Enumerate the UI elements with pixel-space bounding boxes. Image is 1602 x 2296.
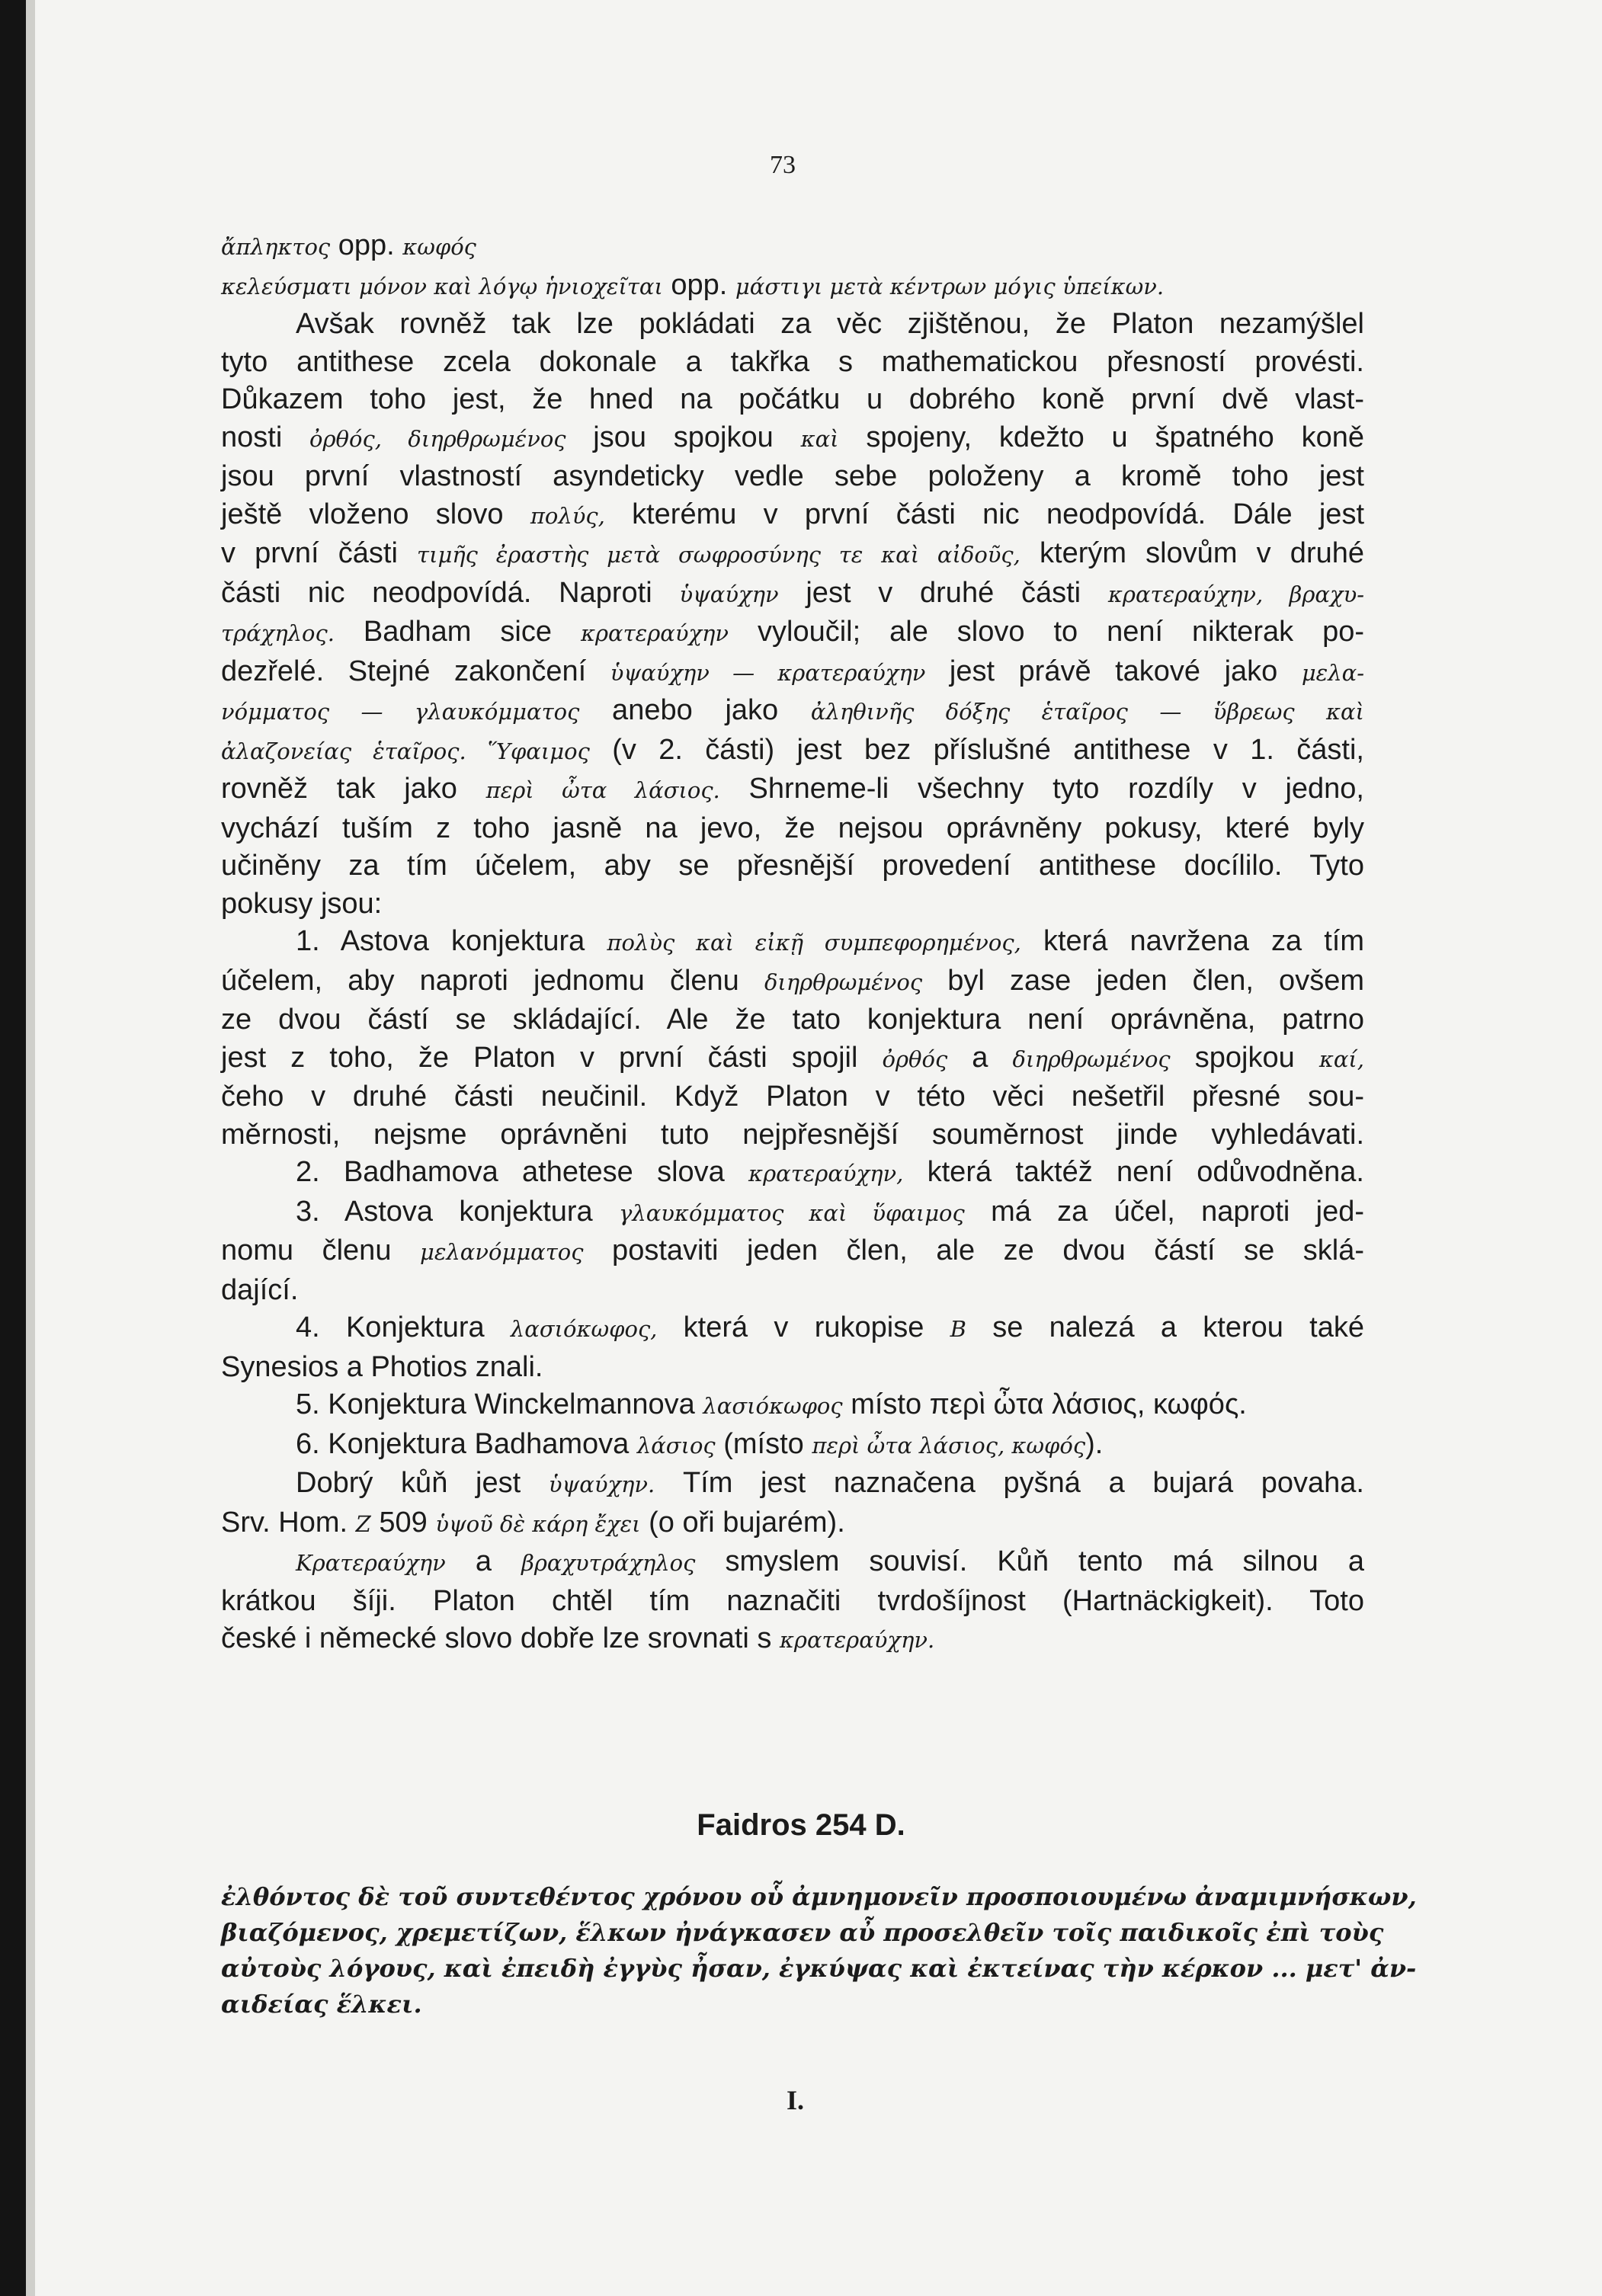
text-line <box>221 1001 1364 1039</box>
text-run: spojkou <box>1170 1041 1319 1074</box>
text-line <box>221 458 1364 496</box>
text-line <box>221 847 1364 885</box>
text-run: pokusy jsou: <box>221 887 383 920</box>
greek-phrase: κρατεραύχην. <box>779 1627 935 1653</box>
text-run: a <box>947 1041 1013 1074</box>
text-run: (v 2. části) jest bez příslušné antithese v 1. části, <box>589 733 1364 766</box>
text-line <box>221 1272 1364 1310</box>
text-run: dající. <box>221 1273 299 1306</box>
greek-phrase: ὀρθός, διηρθρωμένος <box>309 425 566 452</box>
text-run: české i německé slovo dobře lze srovnati s <box>221 1622 780 1654</box>
binding-gutter <box>26 0 35 2296</box>
greek-phrase: ὑψαύχην — κρατεραύχην <box>610 659 926 686</box>
text-line <box>221 535 1364 575</box>
text-run: která v rukopise <box>657 1311 950 1343</box>
text-run: ještě vloženo slovo <box>221 498 530 530</box>
section-number: I. <box>787 2085 805 2115</box>
text-run: v první části <box>221 537 418 569</box>
text-line <box>221 692 1364 732</box>
text-run: části nic neodpovídá. Naproti <box>221 576 680 609</box>
text-run: Badham sice <box>334 616 581 648</box>
text-run: ze dvou částí se skládající. Ale že tato konjektura není oprávněna, patrno <box>221 1004 1364 1036</box>
greek-phrase: μάστιγι μετὰ κέντρων μόγις ὑπείκων. <box>735 273 1165 299</box>
text-run: kterému v první části nic neodpovídá. Dále jest <box>604 498 1364 530</box>
greek-phrase: Z <box>355 1510 371 1537</box>
text-run: smyslem souvisí. Kůň tento má silnou a <box>695 1545 1365 1577</box>
greek-phrase: περὶ ὦτα λάσιος, κωφός <box>812 1432 1086 1459</box>
text-line <box>221 1309 1364 1349</box>
text-line <box>221 1543 1364 1583</box>
greek-phrase: λάσιος <box>636 1432 716 1459</box>
text-run: anebo jako <box>579 694 811 726</box>
text-run: 4. Konjektura <box>296 1311 511 1343</box>
text-run: 1. Astova konjektura <box>296 925 607 957</box>
text-run: postaviti jeden člen, ale ze dvou částí se sklá- <box>583 1234 1364 1266</box>
greek-phrase: ἀληθινῆς δόξης ἑταῖρος — ὕβρεως καὶ <box>810 699 1364 725</box>
greek-phrase: τιμῆς ἐραστὴς μετὰ σωφροσύνης τε καὶ αἰδοῦς, <box>417 542 1020 568</box>
text-run: Synesios a Photios znali. <box>221 1350 543 1383</box>
text-line <box>221 810 1364 848</box>
text-line <box>221 962 1364 1002</box>
text-run: která navržena za tím <box>1020 925 1364 957</box>
text-run: byl zase jeden člen, ovšem <box>922 964 1364 997</box>
text-line <box>221 381 1364 419</box>
greek-phrase: περὶ ὦτα λάσιος. <box>485 777 720 803</box>
text-line <box>221 1465 1364 1504</box>
text-line <box>221 653 1364 693</box>
text-run: rovněž tak jako <box>221 773 486 805</box>
text-run: která taktéž není odůvodněna. <box>903 1156 1364 1188</box>
greek-phrase: B <box>950 1316 966 1342</box>
section-title: Faidros 254 D. <box>697 1808 905 1842</box>
greek-phrase: Κρατεραύχην <box>296 1550 446 1576</box>
text-line <box>221 1426 1364 1465</box>
greek-phrase: διηρθρωμένος <box>1012 1046 1171 1072</box>
text-run: vychází tuším z toho jasně na jevo, že nejsou oprávněny pokusy, které byly <box>221 812 1364 844</box>
text-run: Shrneme-li všechny tyto rozdíly v jedno, <box>719 773 1364 805</box>
text-run: měrnosti, nejsme oprávněni tuto nejpřesnější souměrnost jinde vyhledávati. <box>221 1118 1364 1151</box>
text-run: Dobrý kůň jest <box>296 1467 549 1499</box>
text-line <box>221 575 1364 614</box>
text-run: (o oři bujarém). <box>640 1506 845 1539</box>
text-run: čeho v druhé části neučinil. Když Platon v této věci nešetřil přesné sou- <box>221 1081 1364 1113</box>
greek-phrase: ἄπληκτος <box>221 234 331 260</box>
text-run: nomu členu <box>221 1234 421 1266</box>
greek-phrase: καί, <box>1318 1046 1365 1072</box>
greek-quote <box>221 1879 1417 2022</box>
text-run: jsou první vlastností asyndeticky vedle sebe položeny a kromě toho jest <box>221 460 1364 492</box>
text-run: 5. Konjektura Winckelmannova <box>296 1388 703 1420</box>
text-run: má za účel, naproti jed- <box>964 1195 1365 1228</box>
greek-phrase: διηρθρωμένος <box>764 969 923 995</box>
text-run: 3. Astova konjektura <box>296 1195 619 1228</box>
text-run: tyto antithese zcela dokonale a takřka s mathematickou přesností provésti. <box>221 345 1364 378</box>
text-line <box>221 1349 1364 1387</box>
text-line <box>221 496 1364 536</box>
text-run: a <box>445 1545 522 1577</box>
greek-quote-line: βιαζόμενος, χρεμετίζων, ἕλκων ἠνάγκασεν αὖ προσελθεῖν τοῖς παιδικοῖς ἐπὶ τοὺς <box>221 1918 1384 1947</box>
text-line <box>221 1116 1364 1154</box>
page-number: 73 <box>770 151 796 179</box>
text-line <box>221 770 1364 810</box>
greek-phrase: πολύς, <box>530 502 605 529</box>
text-run: nosti <box>221 421 310 453</box>
greek-phrase: βραχυτράχηλος <box>521 1550 696 1576</box>
greek-phrase: ἀλαζονείας ἑταῖρος. Ὕφαιμος <box>221 738 590 764</box>
text-run: 509 <box>370 1506 436 1539</box>
text-run: Důkazem toho jest, že hned na počátku u dobrého koně první dvě vlast- <box>221 383 1364 415</box>
text-run: místo <box>842 1388 930 1420</box>
text-run: Srv. Hom. <box>221 1506 356 1539</box>
text-run: spojeny, kdežto u špatného koně <box>838 421 1364 453</box>
greek-phrase: κελεύσματι μόνον καὶ λόγῳ ἡνιοχεῖται <box>221 273 663 299</box>
text-run: krátkou šíji. Platon chtěl tím naznačiti tvrdošíjnost (Hartnäckigkeit). Toto <box>221 1584 1364 1617</box>
text-run: ). <box>1085 1427 1104 1460</box>
text-line <box>221 306 1364 344</box>
text-line <box>221 613 1364 653</box>
text-run: učiněny za tím účelem, aby se přesnější provedení antithese docílilo. Tyto <box>221 850 1364 882</box>
greek-phrase: λασιόκωφος <box>703 1393 843 1419</box>
text-run: opp. <box>662 268 735 301</box>
greek-phrase: ὑψαύχην <box>679 581 779 607</box>
greek-phrase: λασιόκωφος, <box>510 1316 658 1342</box>
text-run: jest v druhé části <box>778 576 1108 609</box>
text-line <box>221 1078 1364 1116</box>
greek-quote-line: αὐτοὺς λόγους, καὶ ἐπειδὴ ἐγγὺς ἦσαν, ἐγκύψας καὶ ἐκτείνας τὴν κέρκον ... μετ' ἀν- <box>221 1954 1417 1983</box>
text-run: 2. Badhamova athetese slova <box>296 1156 749 1188</box>
binding-edge <box>0 0 26 2296</box>
text-line <box>221 1583 1364 1621</box>
text-line <box>221 1039 1364 1079</box>
body-text <box>221 227 1364 1660</box>
greek-phrase: ὑψοῦ δὲ κάρη ἔχει <box>435 1510 641 1537</box>
greek-phrase: καὶ <box>800 425 839 452</box>
greek-phrase: τράχηλος. <box>221 620 335 646</box>
text-run: Avšak rovněž tak lze pokládati za věc zjištěnou, že Platon nezamýšlel <box>296 308 1364 340</box>
text-run: dezřelé. Stejné zakončení <box>221 655 610 687</box>
text-line <box>221 227 1364 267</box>
greek-phrase: ὀρθός <box>882 1046 948 1072</box>
greek-phrase: νόμματος — γλαυκόμματος <box>221 699 580 725</box>
greek-phrase: πολὺς καὶ εἰκῇ συμπεφορημένος, <box>607 930 1021 956</box>
text-run: 6. Konjektura Badhamova <box>296 1427 637 1460</box>
text-run: jsou spojkou <box>566 421 801 453</box>
text-line <box>221 267 1364 306</box>
text-run: περὶ ὦτα λάσιος, κωφός. <box>929 1388 1247 1420</box>
text-line <box>221 885 1364 924</box>
text-line <box>221 732 1364 771</box>
text-run: Tím jest naznačena pyšná a bujará povaha. <box>655 1467 1364 1499</box>
text-run: se nalezá a kterou také <box>966 1311 1364 1343</box>
text-run: jest z toho, že Platon v první části spojil <box>221 1041 883 1074</box>
text-run: jest právě takové jako <box>925 655 1302 687</box>
greek-quote-line: αιδείας ἕλκει. <box>221 1990 422 2019</box>
text-line <box>221 1386 1364 1426</box>
text-run: účelem, aby naproti jednomu členu <box>221 964 764 997</box>
greek-phrase: κρατεραύχην <box>580 620 729 646</box>
greek-phrase: γλαυκόμματος καὶ ὕφαιμος <box>619 1199 965 1226</box>
text-line <box>221 1154 1364 1193</box>
greek-phrase: κρατεραύχην, <box>748 1161 904 1186</box>
text-line <box>221 1232 1364 1272</box>
text-run: kterým slovům v druhé <box>1020 537 1365 569</box>
greek-quote-line: ἐλθόντος δὲ τοῦ συντεθέντος χρόνου οὗ ἀμνημονεῖν προσποιουμένω ἀναμιμνήσκων, <box>221 1882 1417 1911</box>
text-run: vyloučil; ale slovo to není nikterak po- <box>729 616 1364 648</box>
text-run: opp. <box>330 229 403 261</box>
text-line <box>221 344 1364 382</box>
greek-phrase: ὑψαύχην. <box>548 1471 655 1497</box>
text-line <box>221 419 1364 459</box>
text-line <box>221 923 1364 962</box>
greek-phrase: μελανόμματος <box>420 1239 584 1265</box>
text-run: (místo <box>715 1427 812 1460</box>
greek-phrase: κωφός <box>402 234 476 260</box>
text-line <box>221 1193 1364 1233</box>
text-line <box>221 1504 1364 1544</box>
text-line <box>221 1620 1364 1660</box>
greek-phrase: κρατεραύχην, βραχυ- <box>1107 581 1365 607</box>
greek-phrase: μελα- <box>1301 659 1364 686</box>
